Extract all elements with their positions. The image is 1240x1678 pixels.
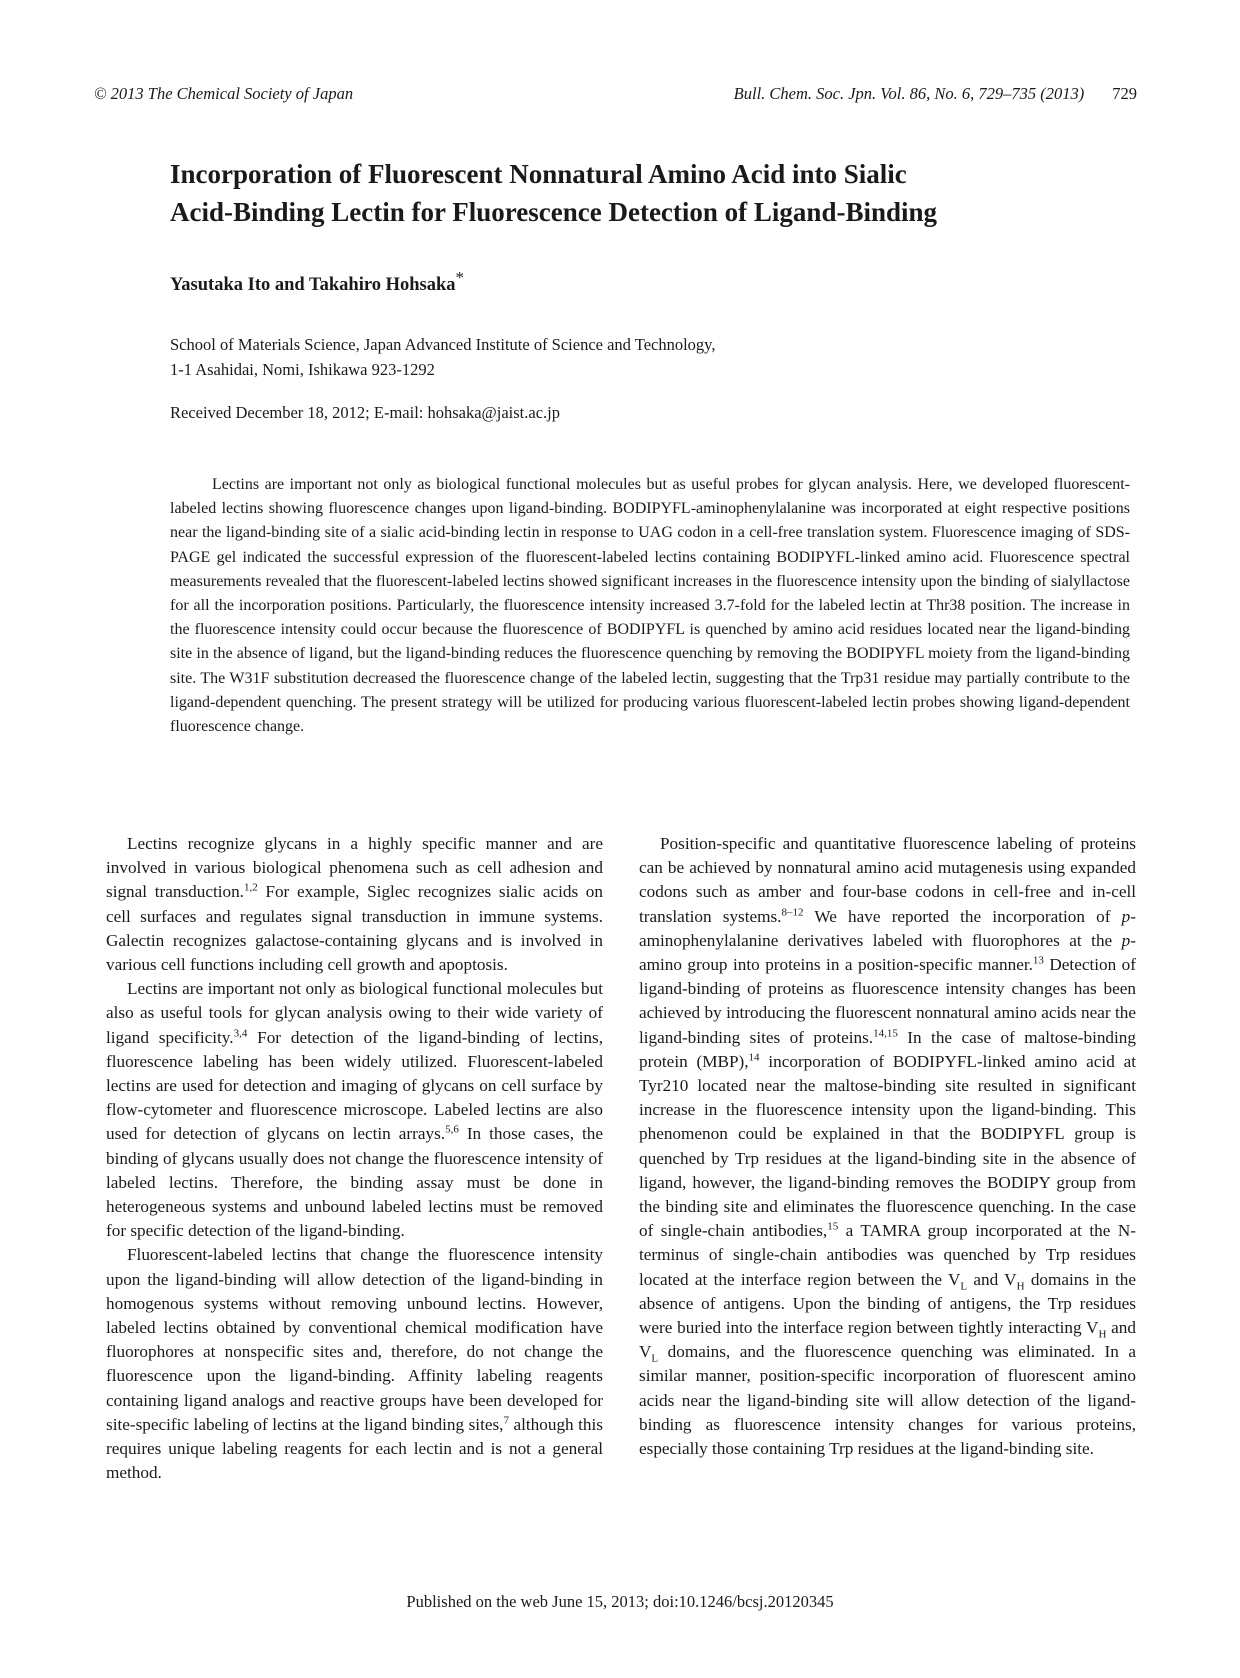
body-column-left [106, 832, 603, 1485]
running-header [94, 84, 1137, 108]
author-names: Yasutaka Ito and Takahiro Hohsaka [170, 275, 456, 295]
citation-ref: 14 [748, 1051, 760, 1064]
citation-ref: 3,4 [233, 1026, 248, 1039]
citation-ref: 5,6 [445, 1123, 459, 1136]
citation-text: Bull. Chem. Soc. Jpn. Vol. 86, No. 6, 729–735 (2013) [733, 84, 1085, 103]
affiliation [170, 332, 715, 382]
citation-ref: 7 [503, 1414, 509, 1427]
affiliation-line-1: School of Materials Science, Japan Advanced Institute of Science and Technology, [170, 335, 716, 354]
body-column-right [639, 832, 1136, 1461]
abstract: Lectins are important not only as biological functional molecules but as useful probes for glycan analysis. Here, we developed fluorescent-labeled lectins showing fluorescence changes upon ligand-binding. BODIPYFL-aminophenylalanine was incorporated at eight respective positions near the ligand-binding site of a sialic acid-binding lectin in response to UAG codon in a cell-free translation system. Fluorescence imaging of SDS-PAGE gel indicated the successful expression of the fluorescent-labeled lectins containing BODIPYFL-linked amino acid. Fluorescence spectral measurements revealed that the fluorescent-labeled lectins showed significant increases in the fluorescence intensity upon the binding of sialyllactose for all the incorporation positions. Particularly, the fluorescence intensity increased 3.7-fold for the labeled lectin at Thr38 position. The increase in the fluorescence intensity could occur because the fluorescence of BODIPYFL is quenched by amino acid residues located near the ligand-binding site in the absence of ligand, but the ligand-binding reduces the fluorescence quenching by removing the BODIPYFL moiety from the ligand-binding site. The W31F substitution decreased the fluorescence change of the labeled lectin, suggesting that the Trp31 residue may partially contribute to the ligand-dependent quenching. The present strategy will be utilized for producing various fluorescent-labeled lectin probes showing ligand-dependent fluorescence change. [170, 476, 1130, 736]
title-line-1: Incorporation of Fluorescent Nonnatural Amino Acid into Sialic [170, 159, 907, 189]
citation-ref: 15 [827, 1220, 839, 1233]
journal-citation [734, 84, 1137, 104]
title-line-2: Acid-Binding Lectin for Fluorescence Detection of Ligand-Binding [170, 197, 938, 227]
received-and-email: Received December 18, 2012; E-mail: hohsaka@jaist.ac.jp [170, 403, 560, 422]
paper-title [170, 155, 1130, 231]
publication-footer: Published on the web June 15, 2013; doi:10.1246/bcsj.20120345 [406, 1592, 834, 1611]
corresponding-author-mark: * [455, 267, 465, 287]
citation-ref: 14,15 [873, 1026, 898, 1039]
author-list [170, 267, 465, 296]
page-number: 729 [1112, 84, 1137, 103]
body-paragraph-4: Position-specific and quantitative fluorescence labeling of proteins can be achieved by nonnatural amino acid mutagenesis using expanded codons such as amber and four-base codons in cell-free and in-cell translation systems.$^{8-12}$ We have reported the incorporation of p-aminophenylalanine derivatives labeled with fluorophores at the p-amino group into proteins in a position-specific manner.$^{13}$ Detection of ligand-binding of proteins as fluorescence intensity changes has been achieved by introducing the fluorescent nonnatural amino acids near the ligand-binding sites of proteins.$^{14,15}$ In the case of maltose-binding protein (MBP),$^{14}$ incorporation of BODIPYFL-linked amino acid at Tyr210 located near the maltose-binding site resulted in significant increase in the fluorescence intensity upon the ligand-binding. This phenomenon could be explained in that the BODIPYFL group is quenched by Trp residues at the ligand-binding site in the absence of ligand, however, the ligand-binding removes the BODIPY group from the binding site and eliminates the fluorescence quenching. In the case of single-chain antibodies,$^{15}$ a TAMRA group incorporated at the N-terminus of single-chain antibodies was quenched by Trp residues located at the interface region between the $V_L$ and $V_H$ domains in the absence of antigens. Upon the binding of antigens, the Trp residues were buried into the interface region between tightly interacting $V_H$ and $V_L$ domains, and the fluorescence quenching was eliminated. In a similar manner, position-specific incorporation of fluorescent amino acids near the ligand-binding site will allow detection of the ligand-binding as fluorescence intensity changes for various proteins, especially those containing Trp residues at the ligand-binding site. [639, 834, 1136, 1459]
body-paragraph-1: Lectins recognize glycans in a highly specific manner and are involved in various biological phenomena such as cell adhesion and signal transduction.$^{1,2}$ For example, Siglec recognizes sialic acids on cell surfaces and regulates signal transduction in immune systems. Galectin recognizes galactose-containing glycans and is involved in various cell functions including cell growth and apoptosis. [106, 834, 603, 975]
body-paragraph-3: Fluorescent-labeled lectins that change the fluorescence intensity upon the ligand-binding will allow detection of the ligand-binding in homogenous systems without removing unbound lectins. However, labeled lectins obtained by conventional chemical modification have fluorophores at nonspecific sites and, therefore, do not change the fluorescence upon the ligand-binding. Affinity labeling reagents containing ligand analogs and reactive groups have been developed for site-specific labeling of lectins at the ligand binding sites,$^7$ although this requires unique labeling reagents for each lectin and is not a general method. [106, 1245, 603, 1483]
citation-ref: 8–12 [781, 905, 804, 918]
citation-ref: 1,2 [243, 881, 258, 894]
affiliation-line-2: 1-1 Asahidai, Nomi, Ishikawa 923-1292 [170, 360, 435, 379]
citation-ref: 13 [1032, 954, 1044, 967]
copyright-notice: © 2013 The Chemical Society of Japan [94, 84, 354, 103]
body-paragraph-2: Lectins are important not only as biological functional molecules but also as useful tools for glycan analysis owing to their wide variety of ligand specificity.$^{3,4}$ For detection of the ligand-binding of lectins, fluorescence labeling has been widely utilized. Fluorescent-labeled lectins are used for detection and imaging of glycans on cell surface by flow-cytometer and fluorescence microscope. Labeled lectins are also used for detection of glycans on lectin arrays.$^{5,6}$ In those cases, the binding of glycans usually does not change the fluorescence intensity of labeled lectins. Therefore, the binding assay must be done in heterogeneous systems and unbound labeled lectins must be removed for specific detection of the ligand-binding. [106, 979, 603, 1241]
